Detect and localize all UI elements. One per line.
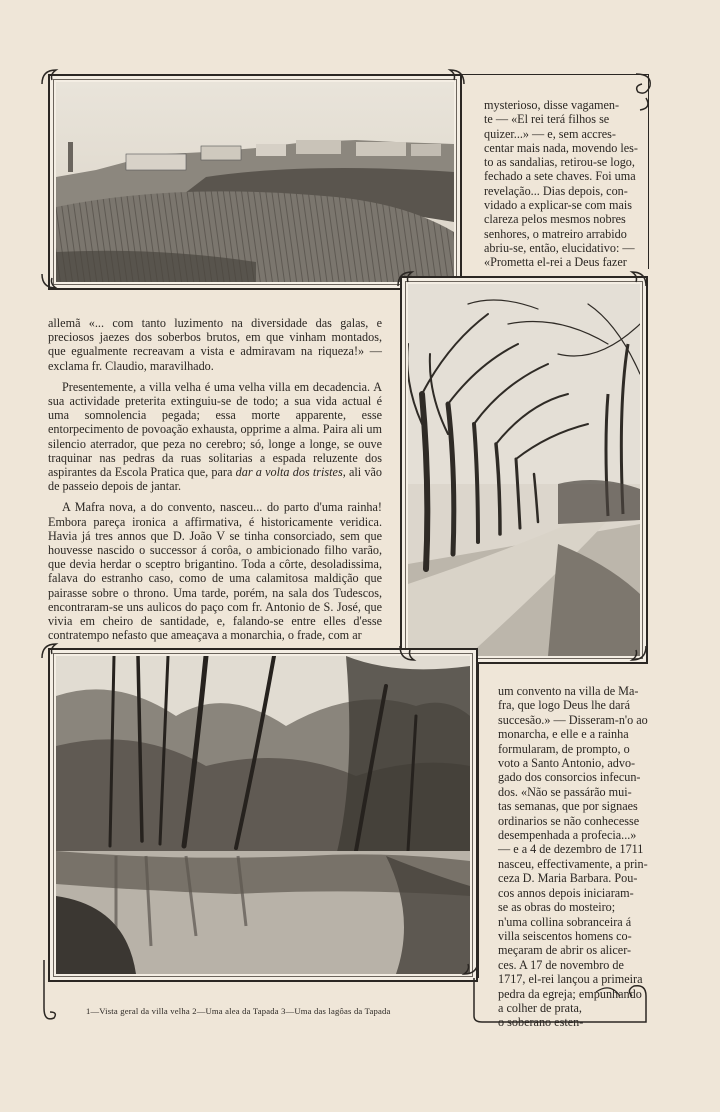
line: formularam, de prompto, o bbox=[498, 741, 630, 756]
line: 1717, el-rei lançou a primeira bbox=[498, 972, 643, 987]
line: nasceu, effectivamente, a prin- bbox=[498, 856, 648, 871]
ornament-scroll-icon bbox=[628, 268, 648, 288]
line: gado dos consorcios infecun- bbox=[498, 770, 641, 785]
line: n'uma collina sobranceira á bbox=[498, 914, 632, 929]
line: um convento na villa de Ma- bbox=[498, 684, 639, 698]
line: cos annos depois iniciaram- bbox=[498, 885, 634, 900]
photo-caption: 1—Vista geral da villa velha 2—Uma alea da Tapada 3—Uma das lagôas da Tapada bbox=[86, 1006, 391, 1016]
line: monarcha, e elle e a rainha bbox=[498, 727, 629, 742]
line: te — «El rei terá filhos se bbox=[484, 112, 610, 127]
line: mysterioso, disse vagamen- bbox=[484, 98, 620, 112]
ornament-scroll-icon bbox=[396, 268, 416, 288]
italic-phrase: dar a volta dos tristes, bbox=[235, 465, 346, 480]
photo-alea-tapada-image bbox=[408, 284, 640, 656]
line: to as sandalias, retirou-se logo, bbox=[484, 155, 635, 170]
line: clareza pelos mesmos nobres bbox=[484, 212, 626, 227]
photo-villa-velha bbox=[48, 74, 462, 290]
ornament-scroll-icon bbox=[632, 72, 654, 112]
ornament-scroll-icon bbox=[460, 958, 480, 978]
ornament-scroll-icon bbox=[40, 640, 60, 660]
line: «Prometta el-rei a Deus fazer bbox=[484, 255, 627, 270]
line: tas semanas, que por signaes bbox=[498, 799, 638, 814]
photo-lagoa-tapada bbox=[48, 648, 478, 982]
line: — e a 4 de dezembro de 1711 bbox=[498, 842, 644, 857]
ornament-scroll-icon bbox=[40, 958, 60, 1024]
line: ces. A 17 de novembro de bbox=[498, 957, 624, 972]
photo-lagoa-tapada-image bbox=[56, 656, 470, 974]
paragraph-text: Presentemente, a villa velha é uma velha villa em decadencia. A sua actividade preterita extinguiu-se de todo; a sua vida actual é uma somnolencia pegada; essa morte apparente, esse entorpecimento de povoação exhausta, opprime a alma. Paira ali um silencio aterrador, que peza no cerebro; só, longe a longe, se ouve traquinar nas pedras da ruas solitarias a espada reluzente dos aspirantes da Escola Pratica que, para bbox=[48, 379, 382, 480]
ornament-scroll-icon bbox=[446, 66, 466, 86]
line: meçaram de abrir os alicer- bbox=[498, 943, 632, 958]
line: quizer...» — e, sem accres- bbox=[484, 126, 616, 141]
line: abriu-se, então, elucidativo: — bbox=[484, 240, 635, 255]
line: succesão.» — Disseram-n'o ao bbox=[498, 712, 648, 727]
line: a colher de prata, bbox=[498, 1000, 582, 1015]
ornament-scroll-icon bbox=[470, 976, 650, 1024]
line: dos. «Não se passárão mui- bbox=[498, 784, 632, 799]
paragraph: allemã «... com tanto luzimento na diversidade das galas, e preciosos jaezes dos soberbos brutos, em que vinham montados, que egualmente recreavam a vista e admiravam na riqueza!» — exclama fr. Claudio, maravilhado. bbox=[48, 316, 382, 373]
line: centar mais nada, movendo les- bbox=[484, 140, 638, 155]
line: pedra da egreja; empunhando bbox=[498, 986, 642, 1001]
line: voto a Santo Antonio, advo- bbox=[498, 756, 636, 771]
line: ordinarios se não conhecesse bbox=[498, 813, 640, 828]
line: vidado a explicar-se com mais bbox=[484, 198, 632, 213]
line: desempenhada a profecia...» bbox=[498, 828, 637, 843]
line: o soberano esten- bbox=[498, 1015, 584, 1030]
paragraph: A Mafra nova, a do convento, nasceu... do parto d'uma rainha! Embora pareça ironica a affirmativa, é historicamente veridica. Havia já tres annos que D. João V se tinha consorciado, sem que houvesse nascido o successor á corôa, o ambicionado filho varão, que devia herdar o sceptro brigantino. Toda a côrte, desoladissima, falava do estranho caso, como de uma calamitosa maldição que pairasse sobre o throno. Uma tarde, porém, na sala dos Tudescos, encontraram-se uns aulicos do paço com fr. Antonio de S. José, que vivia em cheiro de santidade, e, falando-se entre elles d'esse contratempo nefasto que ameaçava a monarchia, o frade, com ar bbox=[48, 500, 382, 643]
line: senhores, o matreiro arrabido bbox=[484, 226, 627, 241]
line: villa seiscentos homens co- bbox=[498, 928, 632, 943]
line: ceza D. Maria Barbara. Pou- bbox=[498, 871, 638, 886]
photo-villa-velha-image bbox=[56, 82, 454, 282]
paragraph-text: ali vão de passeio depois de jantar. bbox=[48, 465, 383, 494]
column-top-right bbox=[484, 98, 654, 270]
line: revelação... Dias depois, con- bbox=[484, 183, 628, 198]
photo-alea-tapada bbox=[400, 276, 648, 664]
ornament-scroll-icon bbox=[40, 272, 60, 292]
line: fra, que logo Deus lhe dará bbox=[498, 698, 630, 713]
ornament-scroll-icon bbox=[628, 644, 648, 664]
line: se as obras do mosteiro; bbox=[498, 900, 616, 915]
ornament-scroll-icon bbox=[40, 66, 60, 86]
ornament-scroll-icon bbox=[398, 644, 418, 664]
line: fechado a sete chaves. Foi uma bbox=[484, 169, 636, 184]
